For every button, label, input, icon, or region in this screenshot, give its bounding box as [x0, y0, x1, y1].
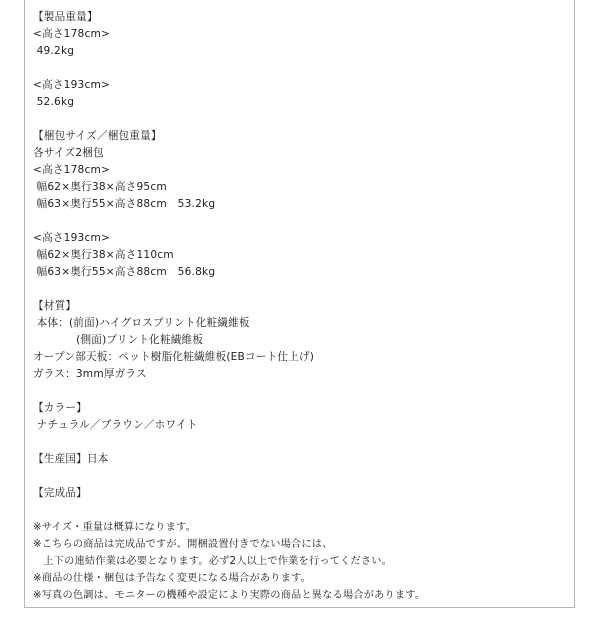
note-5: ※写真の色調は、モニターの機種や設定により実際の商品と異なる場合があります。	[33, 590, 426, 601]
spacer	[33, 213, 573, 230]
package-193-line-2: 幅63×奥行55×高さ88cm 56.8kg	[33, 266, 216, 278]
material-line-3: オープン部天板：ペット樹脂化粧繊維板(EBコート仕上げ)	[33, 351, 315, 363]
package-178-label: <高さ178cm>	[33, 164, 111, 176]
note-2: ※こちらの商品は完成品ですが、開梱設置付きでない場合には、	[33, 539, 333, 550]
spacer	[33, 383, 573, 400]
package-193-label: <高さ193cm>	[33, 232, 111, 244]
material-line-4: ガラス：3mm厚ガラス	[33, 368, 147, 380]
note-3: 上下の連結作業は必要となります。必ず2人以上で作業を行ってください。	[33, 556, 393, 567]
weight-178-label: <高さ178cm>	[33, 28, 111, 40]
spacer	[33, 434, 573, 451]
color-value: ナチュラル／ブラウン／ホワイト	[33, 419, 198, 431]
color-heading: 【カラー】	[33, 402, 87, 414]
material-heading: 【材質】	[33, 300, 77, 312]
note-1: ※サイズ・重量は概算になります。	[33, 522, 196, 533]
origin-text: 【生産国】日本	[33, 453, 109, 465]
weight-heading: 【製品重量】	[33, 11, 98, 23]
weight-178-value: 49.2kg	[33, 45, 75, 57]
spacer	[33, 111, 573, 128]
weight-193-label: <高さ193cm>	[33, 79, 111, 91]
package-178-line-2: 幅63×奥行55×高さ88cm 53.2kg	[33, 198, 216, 210]
package-178-line-1: 幅62×奥行38×高さ95cm	[33, 181, 167, 193]
material-line-2: (側面)プリント化粧繊維板	[33, 334, 204, 346]
spacer	[33, 502, 573, 519]
package-count: 各サイズ2梱包	[33, 147, 104, 159]
package-heading: 【梱包サイズ／梱包重量】	[33, 130, 162, 142]
weight-193-value: 52.6kg	[33, 96, 75, 108]
package-193-line-1: 幅62×奥行38×高さ110cm	[33, 249, 174, 261]
spacer	[33, 468, 573, 485]
assembly-text: 【完成品】	[33, 487, 87, 499]
note-4: ※商品の仕様・梱包は予告なく変更になる場合があります。	[33, 573, 311, 584]
spacer	[33, 60, 573, 77]
material-line-1: 本体：(前面)ハイグロスプリント化粧繊維板	[33, 317, 250, 329]
product-spec-text	[33, 9, 573, 604]
spacer	[33, 281, 573, 298]
